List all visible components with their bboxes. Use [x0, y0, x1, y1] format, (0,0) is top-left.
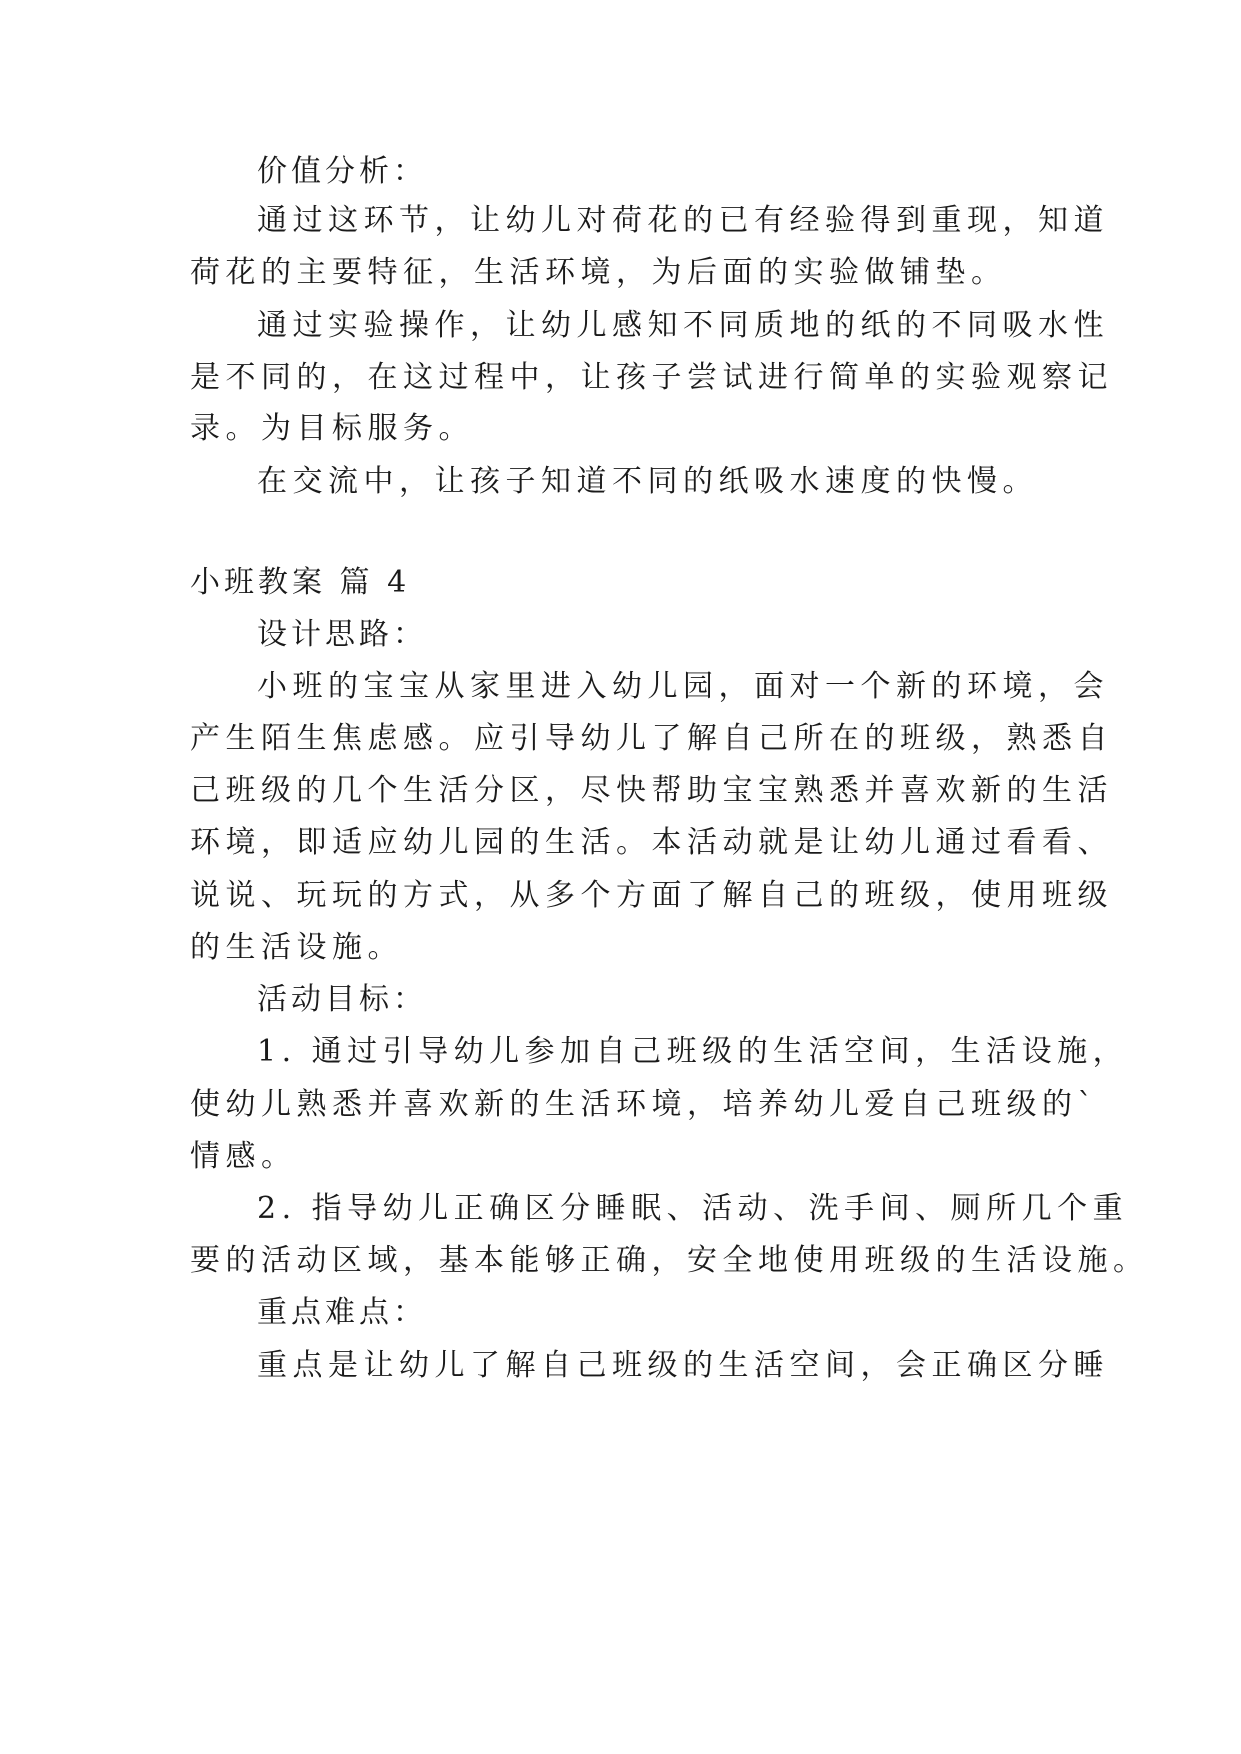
goals-heading: 活动目标：	[257, 982, 427, 1017]
value-paragraph-1-line-2: 荷花的主要特征，生活环境，为后面的实验做铺垫。	[190, 255, 1007, 290]
lesson-title: 小班教案 篇 4	[190, 565, 411, 600]
value-paragraph-2-line-2: 是不同的，在这过程中，让孩子尝试进行简单的实验观察记	[190, 360, 1113, 395]
design-paragraph-line-3: 己班级的几个生活分区，尽快帮助宝宝熟悉并喜欢新的生活	[190, 773, 1113, 808]
value-paragraph-3-line-1: 在交流中，让孩子知道不同的纸吸水速度的快慢。	[257, 464, 1038, 499]
key-points-line-1: 重点是让幼儿了解自己班级的生活空间，会正确区分睡	[257, 1348, 1109, 1383]
value-paragraph-1-line-1: 通过这环节，让幼儿对荷花的已有经验得到重现，知道	[257, 203, 1109, 238]
goal-1-line-3: 情感。	[190, 1139, 297, 1174]
design-heading: 设计思路：	[257, 617, 427, 652]
design-paragraph-line-2: 产生陌生焦虑感。应引导幼儿了解自己所在的班级，熟悉自	[190, 721, 1113, 756]
value-paragraph-2-line-3: 录。为目标服务。	[190, 411, 474, 446]
value-analysis-heading: 价值分析：	[257, 154, 427, 189]
design-paragraph-line-6: 的生活设施。	[190, 930, 403, 965]
design-paragraph-line-4: 环境，即适应幼儿园的生活。本活动就是让幼儿通过看看、	[190, 825, 1113, 860]
design-paragraph-line-1: 小班的宝宝从家里进入幼儿园，面对一个新的环境，会	[257, 669, 1109, 704]
goal-1-line-1: 1. 通过引导幼儿参加自己班级的生活空间，生活设施，	[257, 1034, 1129, 1069]
goal-1-line-2: 使幼儿熟悉并喜欢新的生活环境，培养幼儿爱自己班级的`	[190, 1087, 1098, 1122]
value-paragraph-2-line-1: 通过实验操作，让幼儿感知不同质地的纸的不同吸水性	[257, 308, 1109, 343]
goal-2-line-1: 2. 指导幼儿正确区分睡眠、活动、洗手间、厕所几个重	[257, 1191, 1129, 1226]
design-paragraph-line-5: 说说、玩玩的方式，从多个方面了解自己的班级，使用班级	[190, 878, 1113, 913]
goal-2-line-2: 要的活动区域，基本能够正确，安全地使用班级的生活设施。	[190, 1243, 1149, 1278]
key-points-heading: 重点难点：	[257, 1295, 427, 1330]
